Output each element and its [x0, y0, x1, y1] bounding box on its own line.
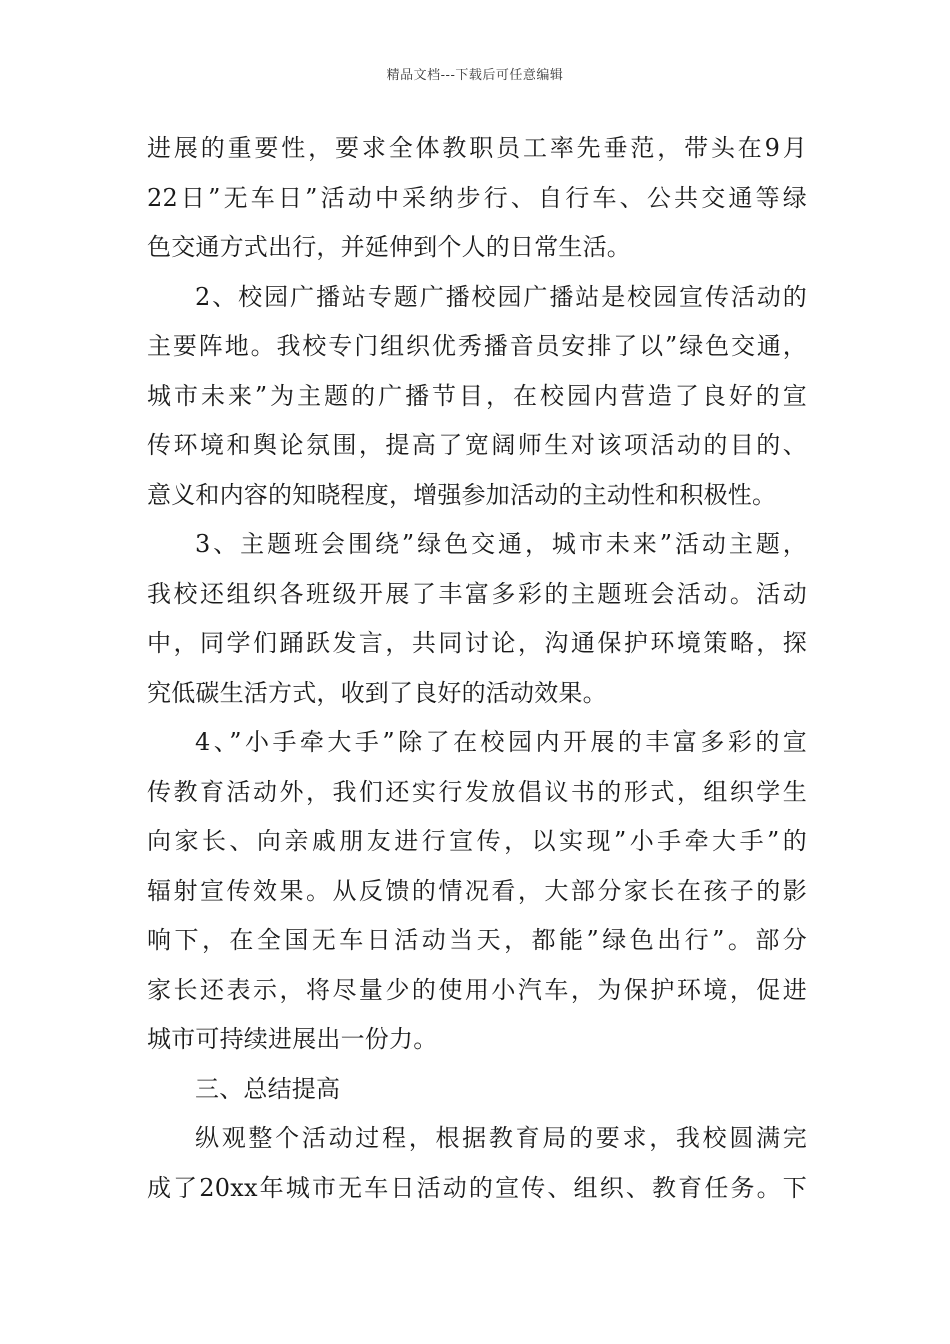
text-line: 22日”无车日”活动中采纳步行、自行车、公共交通等绿 — [147, 183, 807, 212]
text-line: 究低碳生活方式，收到了良好的活动效果。 — [147, 678, 607, 707]
text-line: 传环境和舆论氛围，提高了宽阔师生对该项活动的目的、 — [147, 431, 807, 459]
text-line: 意义和内容的知晓程度，增强参加活动的主动性和积极性。 — [147, 480, 777, 509]
text-line: 家长还表示，将尽量少的使用小汽车，为保护环境，促进 — [147, 975, 807, 1004]
page-header: 精品文档---下载后可任意编辑 — [386, 68, 564, 83]
text-line: 向家长、向亲戚朋友进行宣传，以实现”小手牵大手”的 — [147, 827, 807, 855]
text-line: 我校还组织各班级开展了丰富多彩的主题班会活动。活动 — [147, 579, 807, 608]
text-line: 城市未来”为主题的广播节目，在校园内营造了良好的宣 — [147, 381, 807, 410]
document-body — [147, 124, 807, 1213]
section-heading: 三、总结提高 — [195, 1074, 341, 1103]
text-line: 响下，在全国无车日活动当天，都能”绿色出行”。部分 — [147, 926, 807, 954]
text-line: 城市可持续进展出一份力。 — [147, 1025, 438, 1053]
text-line: 主要阵地。我校专门组织优秀播音员安排了以”绿色交通， — [147, 332, 807, 360]
text-line: 3、主题班会围绕”绿色交通，城市未来”活动主题， — [195, 530, 807, 558]
text-line: 纵观整个活动过程，根据教育局的要求，我校圆满完 — [195, 1124, 807, 1152]
text-line: 进展的重要性，要求全体教职员工率先垂范，带头在9月 — [147, 134, 807, 162]
text-line: 中，同学们踊跃发言，共同讨论，沟通保护环境策略，探 — [147, 629, 807, 657]
text-line: 辐射宣传效果。从反馈的情况看，大部分家长在孩子的影 — [147, 876, 807, 905]
text-line: 4、”小手牵大手”除了在校园内开展的丰富多彩的宣 — [195, 728, 807, 756]
text-line: 2、校园广播站专题广播校园广播站是校园宣传活动的 — [195, 282, 807, 311]
text-line: 成了20xx年城市无车日活动的宣传、组织、教育任务。下 — [147, 1173, 807, 1202]
text-line: 色交通方式出行，并延伸到个人的日常生活。 — [147, 233, 631, 261]
text-line: 传教育活动外，我们还实行发放倡议书的形式，组织学生 — [147, 777, 807, 806]
